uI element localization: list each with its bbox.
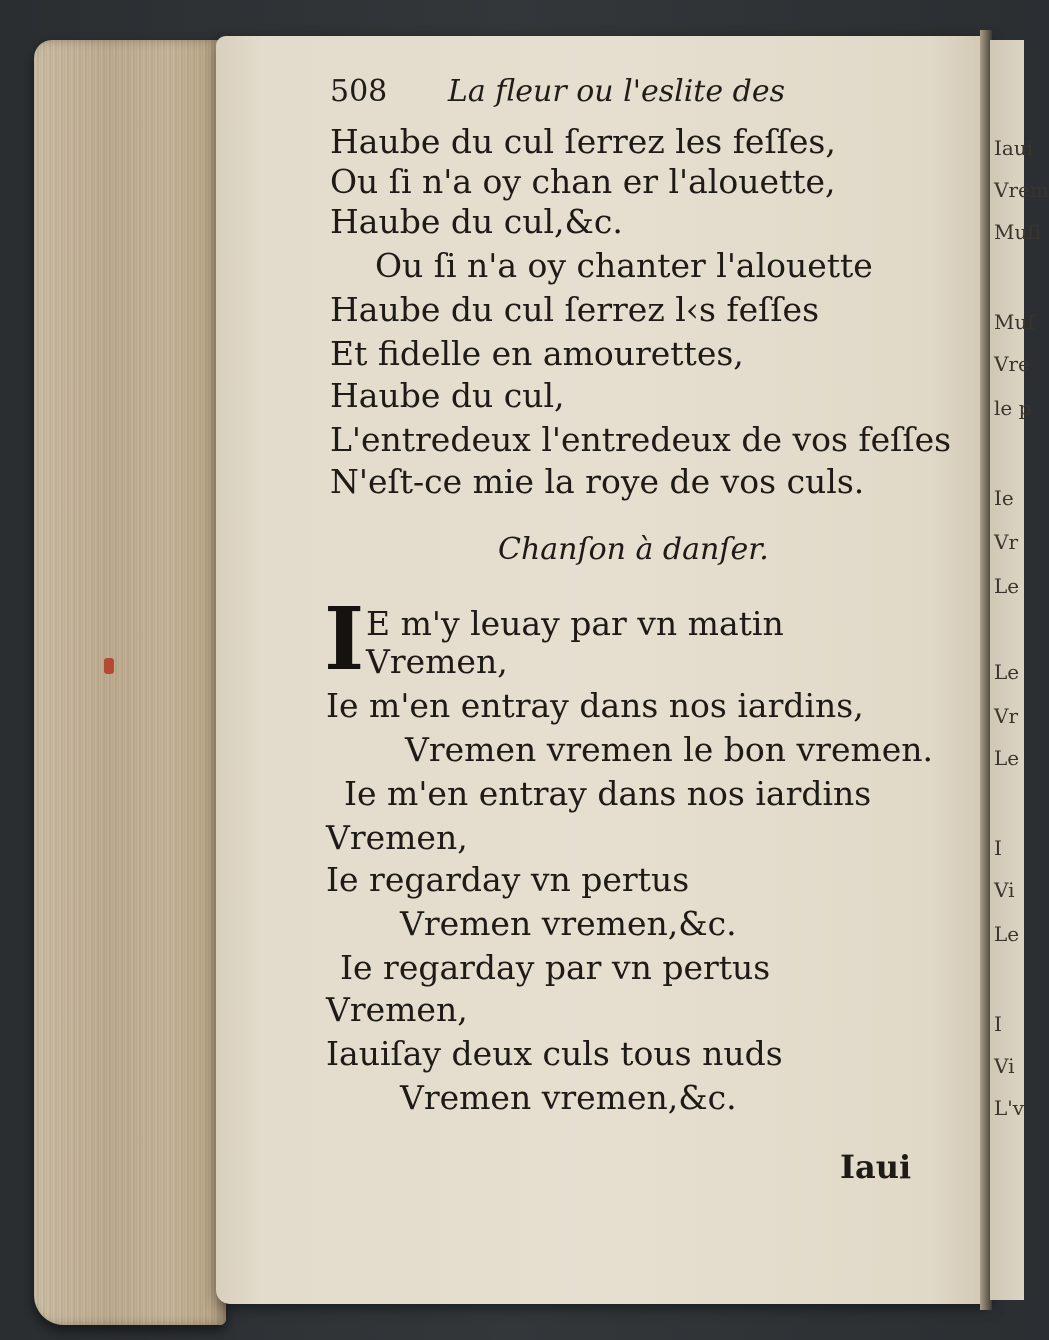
facing-page-fragment: Iaui [994,136,1034,160]
drop-cap: I [324,589,365,690]
facing-page-fragment: Le [994,922,1020,946]
running-title: La fleur ou l'eslite des [447,74,785,109]
poem-line: Haube du cul ſerrez l‹s feſſes [330,290,820,329]
facing-page-fragment: Le [994,660,1020,684]
facing-page-fragment: Vr [994,704,1019,728]
facing-page-fragment: Vr [994,530,1019,554]
red-stain [104,658,114,674]
facing-page [990,40,1049,1300]
song-line: Ie m'en entray dans nos iardins [344,774,872,813]
poem-line: L'entredeux l'entredeux de vos feſſes [330,420,952,459]
facing-page-fragment: Muſ [994,310,1035,334]
section-title: Chanſon à danſer. [498,532,769,567]
song-line: Vremen vremen le bon vremen. [405,730,934,769]
poem-line: N'eſt-ce mie la roye de vos culs. [330,462,865,501]
poem-line: Ou ſi n'a oy chanter l'alouette [375,246,873,285]
facing-page-fragment: Vi [994,878,1015,902]
song-line: Ie regarday par vn pertus [340,948,771,987]
song-line: Vremen vremen,&c. [400,1078,737,1117]
facing-page-fragment: le p [994,396,1032,420]
page-number: 508 [330,74,388,109]
facing-page-fragment: I [994,836,1002,860]
catchword: Iaui [840,1148,912,1186]
poem-line: Et fidelle en amourettes, [330,334,744,373]
song-line: E m'y leuay par vn matin [366,604,784,643]
song-line: Ie regarday vn pertus [326,860,690,899]
facing-page-fragment: Vre [994,352,1030,376]
facing-page-fragment: L'v [994,1096,1025,1120]
facing-page-fragment: Muſi [994,220,1042,244]
facing-page-fragment: Vi [994,1054,1015,1078]
poem-line: Haube du cul, [330,376,565,415]
facing-page-fragment: Le [994,746,1020,770]
song-line: Vremen, [326,818,468,857]
book-fore-edge [34,40,226,1325]
facing-page-fragment: Ie [994,486,1014,510]
song-line: Vremen, [366,642,508,681]
song-line: Iauiſay deux culs tous nuds [326,1034,783,1073]
song-line: Vremen, [326,990,468,1029]
poem-line: Ou ſi n'a oy chan er l'alouette, [330,162,836,201]
song-line: Ie m'en entray dans nos iardins, [326,686,864,725]
facing-page-fragment: Vrem [994,178,1049,202]
song-line: Vremen vremen,&c. [400,904,737,943]
facing-page-fragment: I [994,1012,1002,1036]
facing-page-fragment: Le [994,574,1020,598]
poem-line: Haube du cul,&c. [330,202,623,241]
poem-line: Haube du cul ſerrez les feſſes, [330,122,836,161]
